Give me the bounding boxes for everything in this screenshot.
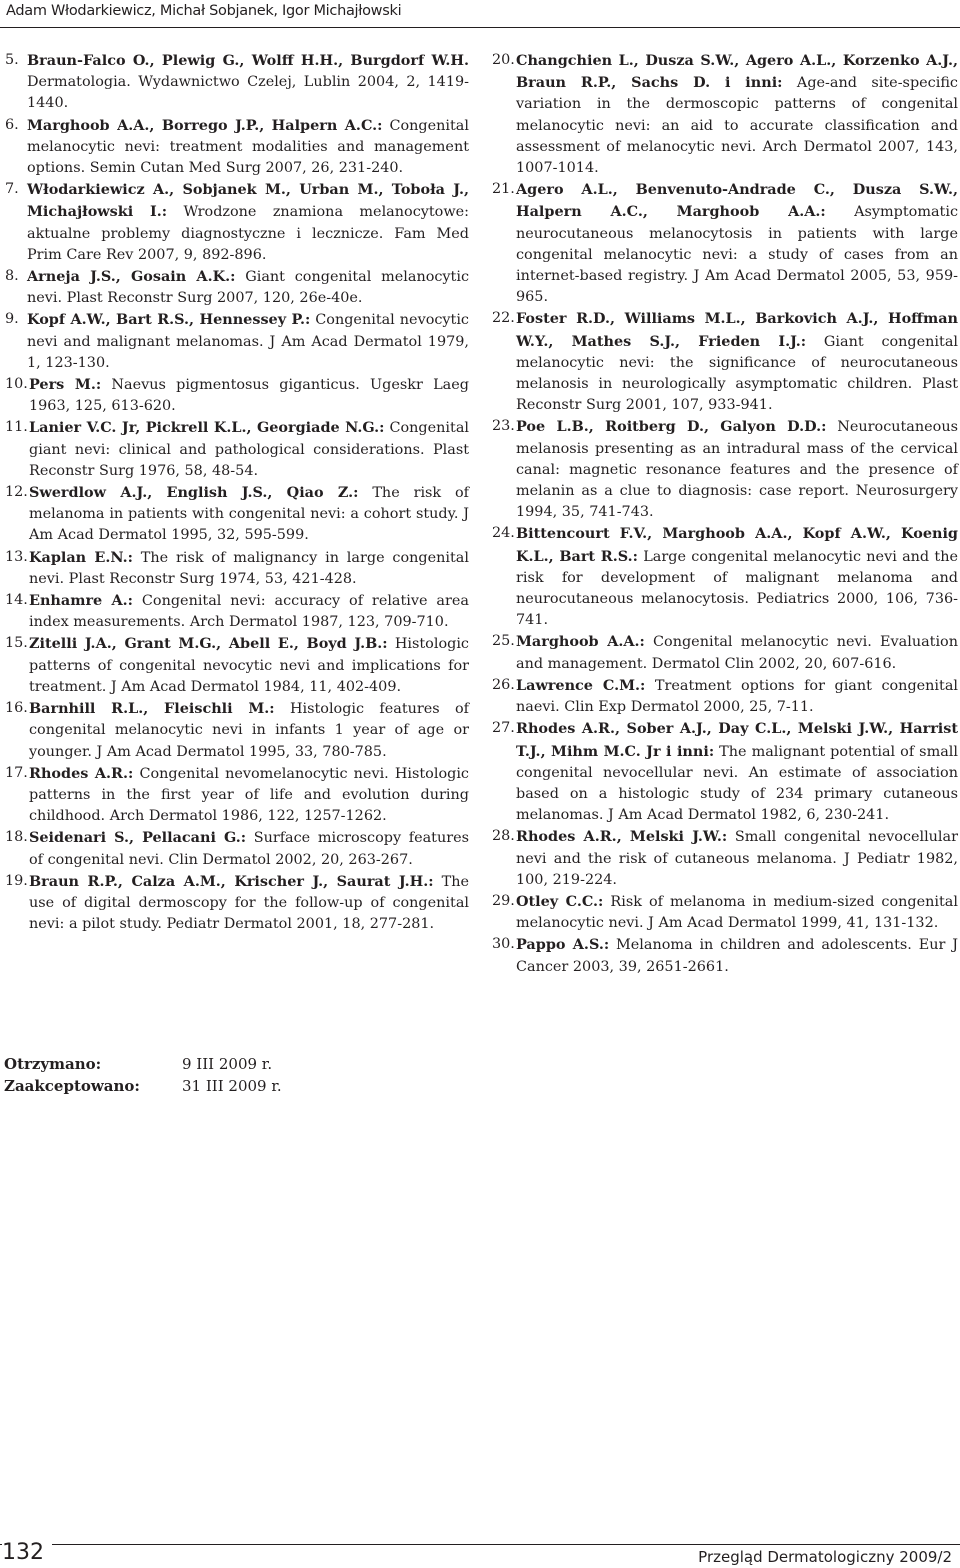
reference-authors: Pers M.: — [29, 376, 102, 394]
reference-authors: Braun-Falco O., Plewig G., Wolff H.H., Burgdorf W.H. — [27, 52, 469, 69]
received-label: Otrzymano: — [4, 1055, 102, 1073]
received-row — [4, 1053, 282, 1075]
reference-number: 14. — [5, 592, 28, 609]
reference-authors: Rhodes A.R.: — [29, 764, 134, 782]
reference-number: 20. — [492, 52, 515, 68]
reference-authors: Foster R.D., Williams M.L., Barkovich A.J., Hoffman W.Y., Mathes S.J., Frieden I.J.: — [516, 310, 958, 350]
reference-authors: Pappo A.S.: — [516, 936, 610, 954]
reference-item — [492, 891, 958, 934]
reference-citation: Neurocutaneous melanosis presenting as an intradural mass of the cervical canal: magnetic resonance features and the presence of melanin as a clue to diagnosis: case report. Neurosurgery 1994, 35, 741-743. — [516, 419, 958, 521]
reference-item — [492, 631, 958, 674]
reference-item — [5, 698, 469, 763]
page-number: 132 — [2, 1540, 52, 1565]
reference-item — [492, 523, 958, 631]
reference-item — [5, 115, 469, 180]
reference-citation: Congenital nevi: accuracy of relative area index measurements. Arch Dermatol 1987, 123, 709-710. — [29, 593, 469, 631]
reference-authors: Kopf A.W., Bart R.S., Hennessey P.: — [27, 311, 311, 329]
reference-citation: The risk of malignancy in large congenital nevi. Plast Reconstr Surg 1974, 53, 421-428. — [29, 549, 469, 587]
reference-authors: Marghoob A.A., Borrego J.P., Halpern A.C.: — [27, 116, 383, 134]
reference-citation: Giant congenital melanocytic nevi. Plast Reconstr Surg 2007, 120, 26e-40e. — [27, 269, 470, 307]
reference-number: 25. — [492, 633, 515, 650]
reference-authors: Marghoob A.A.: — [516, 633, 645, 651]
reference-citation: Congenital giant nevi: clinical and pathological considerations. Plast Reconstr Surg 1976, 58, 48-54. — [29, 420, 469, 479]
reference-number: 28. — [492, 828, 515, 845]
reference-item — [5, 871, 469, 936]
reference-citation: Histologic patterns of congenital nevocytic nevi and implications for treatment. J Am Acad Dermatol 1984, 11, 402-409. — [29, 636, 469, 695]
reference-item — [5, 374, 469, 417]
reference-authors: Rhodes A.R., Sober A.J., Day C.L., Melski J.W., Harrist T.J., Mihm M.C. Jr i inni: — [516, 720, 958, 760]
reference-authors: Włodarkiewicz A., Sobjanek M., Urban M., Toboła J., Michajłowski I.: — [27, 181, 469, 221]
reference-citation: Small congenital nevocellular nevi and the risk of cutaneous melanoma. J Pediatr 1982, 100, 219-224. — [516, 829, 958, 888]
reference-authors: Rhodes A.R., Melski J.W.: — [516, 828, 728, 846]
reference-citation: Treatment options for giant congenital naevi. Clin Exp Dermatol 2000, 25, 7-11. — [516, 677, 959, 716]
reference-citation: Wrodzone znamiona melanocytowe: aktualne problemy diagnostyczne i lecznicze. Fam Med Prim Care Rev 2007, 9, 892-896. — [27, 204, 470, 263]
reference-authors: Enhamre A.: — [29, 592, 133, 610]
reference-number: 10. — [5, 376, 28, 393]
reference-authors: Swerdlow A.J., English J.S., Qiao Z.: — [29, 484, 359, 502]
reference-number: 29. — [492, 892, 515, 909]
reference-item — [5, 482, 469, 547]
reference-authors: Lanier V.C. Jr, Pickrell K.L., Georgiade N.G.: — [29, 419, 385, 437]
reference-number: 15. — [5, 635, 28, 652]
reference-number: 13. — [5, 548, 28, 565]
reference-number: 24. — [492, 525, 515, 542]
reference-authors: Agero A.L., Benvenuto-Andrade C., Dusza S.W., Halpern A.C., Marghoob A.A.: — [516, 181, 958, 221]
reference-item — [492, 718, 958, 826]
reference-item — [5, 50, 469, 115]
reference-item — [5, 309, 469, 374]
reference-number: 30. — [492, 936, 515, 953]
reference-citation: Congenital nevomelanocytic nevi. Histologic patterns in the first year of life and evolution during childhood. Arch Dermatol 1986, 122, 1257-1262. — [29, 765, 469, 825]
reference-item — [492, 50, 958, 179]
reference-citation: The risk of melanoma in patients with congenital nevi: a cohort study. J Am Acad Dermatol 1995, 32, 595-599. — [29, 485, 469, 544]
reference-number: 18. — [5, 829, 28, 846]
reference-number: 22. — [492, 310, 515, 327]
reference-citation: Asymptomatic neurocutaneous melanocytosis in patients with large congenital melanocytic nevi: a study of cases from an internet-based registry. J Am Acad Dermatol 2005, 53, 959-965. — [516, 204, 958, 306]
reference-number: 9. — [5, 311, 19, 328]
reference-authors: Changchien L., Dusza S.W., Agero A.L., Korzenko A.J., Braun R.P., Sachs D. i inni: — [516, 52, 958, 92]
reference-authors: Arneja J.S., Gosain A.K.: — [27, 268, 236, 286]
reference-item — [492, 934, 958, 977]
reference-authors: Zitelli J.A., Grant M.G., Abell E., Boyd J.B.: — [29, 635, 388, 653]
reference-authors: Braun R.P., Calza A.M., Krischer J., Saurat J.H.: — [29, 872, 434, 890]
reference-item — [5, 266, 469, 309]
reference-citation: The use of digital dermoscopy for the follow-up of congenital nevi: a pilot study. Pediatr Dermatol 2001, 18, 277-281. — [29, 873, 469, 933]
running-header — [0, 0, 960, 28]
reference-item — [5, 633, 469, 698]
reference-number: 17. — [5, 764, 28, 781]
reference-authors: Poe L.B., Roitberg D., Galyon D.D.: — [516, 418, 827, 436]
reference-citation: Large congenital melanocytic nevi and the risk for development of malignant melanoma and neurocutaneous melanocytosis. Pediatrics 2000, 106, 736-741. — [516, 548, 958, 629]
reference-citation: Dermatologia. Wydawnictwo Czelej, Lublin 2004, 2, 1419-1440. — [27, 74, 469, 112]
reference-authors: Kaplan E.N.: — [29, 548, 133, 566]
reference-item — [5, 827, 469, 870]
reference-number: 7. — [5, 181, 19, 198]
reference-authors: Lawrence C.M.: — [516, 676, 646, 694]
article-dates — [4, 1053, 282, 1097]
received-date: 9 III 2009 r. — [182, 1055, 273, 1073]
reference-number: 16. — [5, 700, 28, 717]
references-column-left — [5, 50, 469, 935]
reference-authors: Otley C.C.: — [516, 892, 604, 910]
reference-item — [5, 179, 469, 266]
reference-citation: Surface microscopy features of congenital nevi. Clin Dermatol 2002, 20, 263-267. — [29, 830, 469, 868]
reference-authors: Bittencourt F.V., Marghoob A.A., Kopf A.W., Koenig K.L., Bart R.S.: — [516, 525, 958, 565]
header-authors: Adam Włodarkiewicz, Michał Sobjanek, Igor Michajłowski — [6, 3, 402, 19]
reference-item — [5, 547, 469, 590]
reference-number: 21. — [492, 181, 515, 198]
reference-item — [5, 590, 469, 633]
reference-item — [5, 763, 469, 828]
reference-number: 12. — [5, 484, 28, 501]
journal-name: Przegląd Dermatologiczny 2009/2 — [690, 1548, 952, 1566]
reference-citation: Giant congenital melanocytic nevi: the significance of neurocutaneous melanosis in neurologically asymptomatic children. Plast Reconstr Surg 2001, 107, 933-941. — [516, 333, 959, 414]
accepted-date: 31 III 2009 r. — [182, 1077, 282, 1095]
reference-number: 27. — [492, 720, 515, 737]
reference-citation: Risk of melanoma in medium-sized congenital melanocytic nevi. J Am Acad Dermatol 1999, 41, 131-132. — [516, 893, 958, 932]
reference-citation: Congenital melanocytic nevi. Evaluation and management. Dermatol Clin 2002, 20, 607-616. — [516, 634, 958, 672]
reference-citation: Histologic features of congenital melanocytic nevi in infants 1 year of age or younger. J Am Acad Dermatol 1995, 33, 780-785. — [29, 701, 469, 760]
accepted-row — [4, 1075, 282, 1097]
reference-number: 26. — [492, 676, 515, 693]
reference-citation: Congenital nevocytic nevi and malignant melanomas. J Am Acad Dermatol 1979, 1, 123-130. — [27, 312, 469, 371]
reference-number: 6. — [5, 116, 19, 133]
reference-citation: The malignant potential of small congenital nevocellular nevi. An estimate of association based on a histologic study of 234 primary cutaneous melanomas. J Am Acad Dermatol 1982, 6, 230-241. — [516, 743, 958, 824]
reference-item — [492, 308, 958, 416]
reference-citation: Melanoma in children and adolescents. Eur J Cancer 2003, 39, 2651-2661. — [516, 937, 959, 975]
reference-item — [492, 826, 958, 891]
reference-item — [492, 416, 958, 523]
reference-number: 19. — [5, 872, 28, 889]
reference-number: 5. — [5, 52, 19, 68]
reference-item — [492, 179, 958, 308]
reference-authors: Barnhill R.L., Fleischli M.: — [29, 700, 275, 718]
accepted-label: Zaakceptowano: — [4, 1077, 140, 1095]
reference-item — [492, 675, 958, 718]
reference-number: 8. — [5, 268, 19, 285]
reference-citation: Congenital melanocytic nevi: treatment modalities and management options. Semin Cutan Med Surg 2007, 26, 231-240. — [27, 117, 469, 177]
footer-rule — [0, 1544, 960, 1545]
references-column-right — [492, 50, 958, 978]
reference-item — [5, 417, 469, 482]
reference-authors: Seidenari S., Pellacani G.: — [29, 829, 247, 847]
reference-number: 23. — [492, 418, 515, 435]
reference-citation: Age-and site-specific variation in the dermoscopic patterns of congenital melanocytic nevi: an aid to accurate classification and assessment of melanocytic nevi. Arch Dermatol 2007, 143, 1007-1014. — [516, 75, 958, 177]
reference-number: 11. — [5, 419, 28, 436]
reference-citation: Naevus pigmentosus giganticus. Ugeskr Laeg 1963, 125, 613-620. — [29, 377, 469, 415]
